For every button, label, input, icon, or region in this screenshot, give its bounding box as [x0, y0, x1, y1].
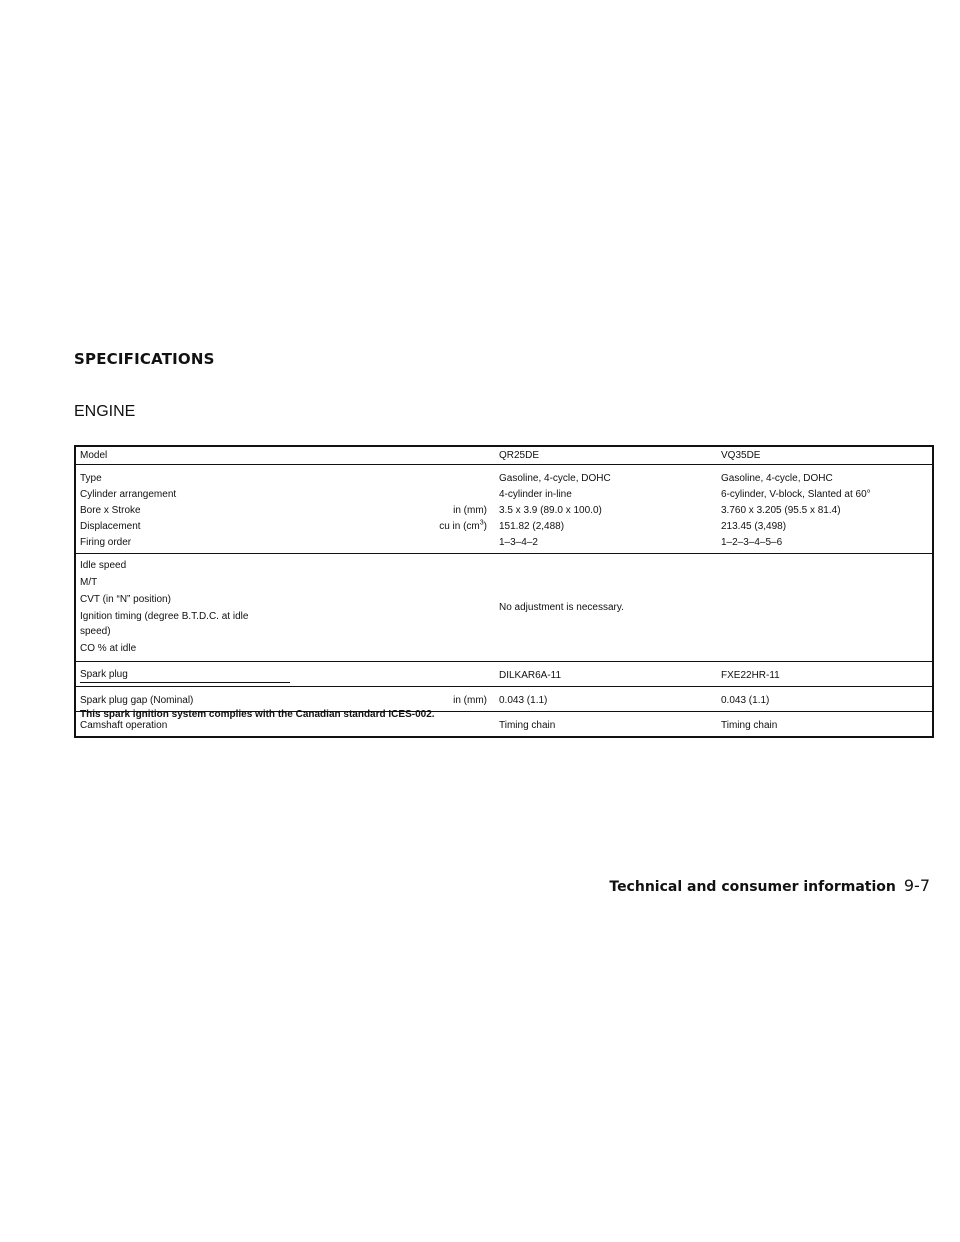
- row-unit: [417, 534, 495, 554]
- row-label: Type: [75, 465, 417, 487]
- table-row: [75, 486, 933, 502]
- row-label: Firing order: [80, 536, 132, 548]
- header-unit: [417, 446, 495, 465]
- row-qr-value: 1–3–4–2: [499, 536, 538, 548]
- idle-item: CVT (in “N” position): [80, 594, 171, 605]
- table-row: [75, 502, 933, 518]
- spark-gap-vq: 0.043 (1.1): [717, 687, 933, 712]
- spark-plug-qr: DILKAR6A-11: [495, 662, 717, 687]
- table-header-row: [75, 446, 933, 465]
- row-qr-value: 151.82 (2,488): [499, 520, 565, 532]
- row-vq-value: 3.760 x 3.205 (95.5 x 81.4): [721, 504, 841, 516]
- header-model-label: Model: [80, 450, 108, 461]
- camshaft-vq: Timing chain: [717, 712, 933, 738]
- row-label: Bore x Stroke: [80, 504, 141, 516]
- row-vq-value: 6-cylinder, V-block, Slanted at 60°: [721, 488, 871, 500]
- table-row: [75, 534, 933, 554]
- row-unit: [417, 486, 495, 502]
- row-qr-value: 3.5 x 3.9 (89.0 x 100.0): [499, 504, 602, 516]
- spark-gap-qr: 0.043 (1.1): [495, 687, 717, 712]
- idle-item: Idle speed: [80, 560, 127, 571]
- spark-gap-label: Spark plug gap (Nominal): [75, 687, 417, 712]
- footer-page-number: 9-7: [903, 876, 930, 895]
- table-row: [75, 465, 933, 487]
- idle-group-labels: [75, 554, 417, 662]
- row-vq-value: Gasoline, 4-cycle, DOHC: [717, 465, 933, 487]
- camshaft-qr: Timing chain: [495, 712, 717, 738]
- row-unit: in (mm): [453, 504, 487, 516]
- idle-group-row: [75, 554, 933, 662]
- compliance-note: This spark ignition system complies with the Canadian standard ICES-002.: [80, 709, 435, 720]
- header-qr25de: QR25DE: [499, 450, 540, 461]
- subsection-title: ENGINE: [74, 403, 136, 420]
- row-unit: [417, 518, 495, 534]
- footer-section-name: Technical and consumer information: [609, 879, 896, 895]
- idle-group-unit: [417, 554, 495, 662]
- camshaft-label: Camshaft operation: [75, 712, 417, 738]
- spark-plug-label-cell: [75, 662, 417, 687]
- idle-item: Ignition timing (degree B.T.D.C. at idle speed): [80, 611, 249, 637]
- spark-plug-label: Spark plug: [80, 668, 290, 683]
- unit-close: ): [483, 520, 487, 532]
- spark-plug-row: [75, 662, 933, 687]
- row-label: Cylinder arrangement: [80, 488, 177, 500]
- unit-superscript: 3: [479, 519, 484, 527]
- row-qr-value: Gasoline, 4-cycle, DOHC: [495, 465, 717, 487]
- row-unit: [417, 465, 495, 487]
- idle-group-value: No adjustment is necessary.: [495, 554, 933, 662]
- spark-gap-row: [75, 687, 933, 712]
- engine-spec-table: [74, 445, 934, 738]
- row-vq-value: 213.45 (3,498): [721, 520, 787, 532]
- page-footer: [609, 876, 930, 895]
- idle-item: M/T: [80, 577, 98, 588]
- spark-gap-unit: in (mm): [417, 687, 495, 712]
- row-vq-value: 1–2–3–4–5–6: [721, 536, 783, 548]
- header-vq35de: VQ35DE: [721, 450, 761, 461]
- row-qr-value: 4-cylinder in-line: [499, 488, 572, 500]
- spark-plug-vq: FXE22HR-11: [717, 662, 933, 687]
- unit-text: cu in (cm: [439, 520, 480, 532]
- section-title: SPECIFICATIONS: [74, 350, 215, 368]
- table-row: [75, 518, 933, 534]
- row-label: Displacement: [80, 520, 141, 532]
- row-unit: [417, 662, 495, 687]
- idle-item: CO % at idle: [80, 643, 137, 654]
